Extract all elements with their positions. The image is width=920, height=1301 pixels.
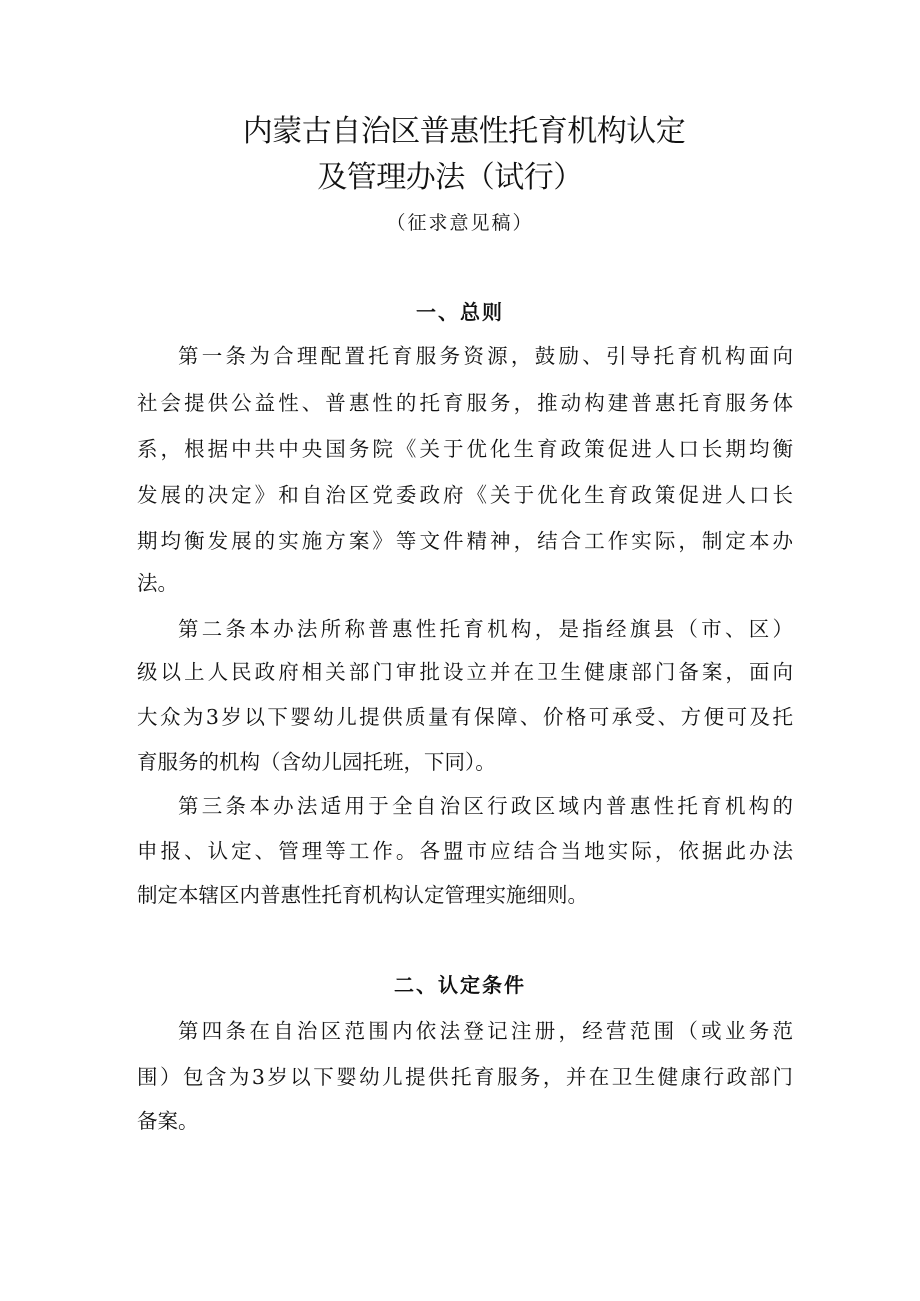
paragraph-line: 法。 (137, 571, 178, 595)
paragraph-line: 育服务的机构（含幼儿园托班，下同）。 (137, 750, 496, 774)
paragraph-line: 制定本辖区内普惠性托育机构认定管理实施细则。 (137, 883, 588, 907)
paragraph-line: 第四条在自治区范围内依法登记注册，经营范围（或业务范 (178, 1019, 793, 1043)
section-heading-general: 一、总则 (416, 300, 504, 324)
paragraph-line: 社会提供公益性、普惠性的托育服务，推动构建普惠托育服务体 (137, 391, 793, 415)
paragraph-line: 第二条本办法所称普惠性托育机构，是指经旗县（市、区） (178, 617, 793, 641)
paragraph-line: 期均衡发展的实施方案》等文件精神，结合工作实际，制定本办 (137, 529, 793, 553)
paragraph-line: 第三条本办法适用于全自治区行政区域内普惠性托育机构的 (178, 794, 793, 818)
document-title-line-2: 及管理办法（试行） (317, 160, 583, 195)
paragraph-line: 申报、认定、管理等工作。各盟市应结合当地实际，依据此办法 (137, 839, 793, 863)
paragraph-line: 级以上人民政府相关部门审批设立并在卫生健康部门备案，面向 (137, 660, 793, 684)
paragraph-line: 发展的决定》和自治区党委政府《关于优化生育政策促进人口长 (137, 483, 793, 507)
section-heading-criteria: 二、认定条件 (394, 973, 526, 997)
paragraph-line: 系，根据中共中央国务院《关于优化生育政策促进人口长期均衡 (137, 437, 793, 461)
document-subtitle: （征求意见稿） (386, 212, 534, 234)
paragraph-line: 围）包含为3岁以下婴幼儿提供托育服务，并在卫生健康行政部门 (137, 1065, 793, 1089)
paragraph-line: 备案。 (137, 1109, 199, 1133)
document-title-line-1: 内蒙古自治区普惠性托育机构认定 (242, 114, 686, 149)
paragraph-line: 大众为3岁以下婴幼儿提供质量有保障、价格可承受、方便可及托 (137, 705, 793, 729)
paragraph-line: 第一条为合理配置托育服务资源，鼓励、引导托育机构面向 (178, 344, 793, 368)
